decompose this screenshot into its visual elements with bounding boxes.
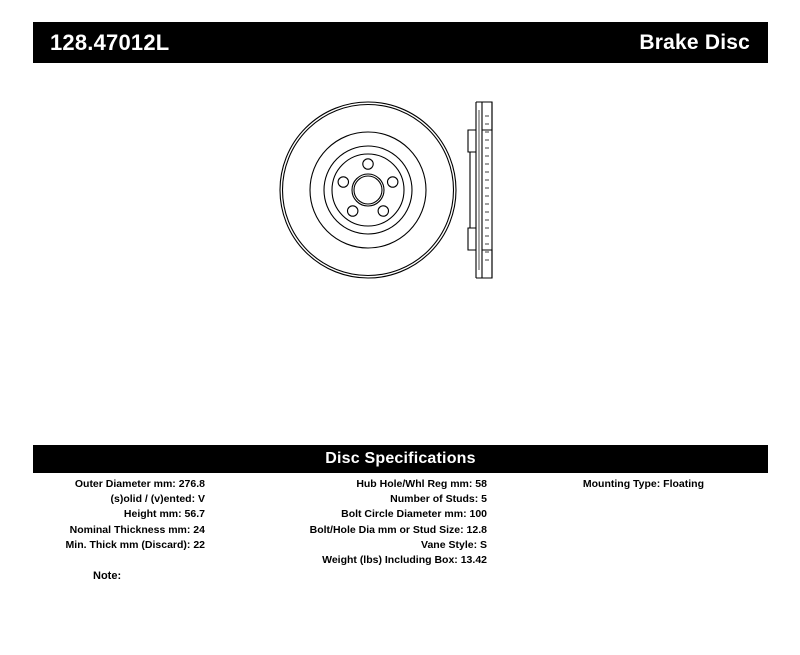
spec-item: Number of Studs: 5 xyxy=(390,493,487,506)
spec-item: Mounting Type: Floating xyxy=(582,478,704,490)
rotor-face-view xyxy=(280,102,456,278)
spec-item: Hub Hole/Whl Reg mm: 58 xyxy=(356,478,487,490)
spec-item: (s)olid / (v)ented: V xyxy=(110,493,205,506)
spec-item: Bolt/Hole Dia mm or Stud Size: 12.8 xyxy=(309,523,487,536)
spec-item: Weight (lbs) Including Box: 13.42 xyxy=(322,554,487,567)
spec-item: Height mm: 56.7 xyxy=(123,508,205,521)
part-number: 128.47012L xyxy=(50,29,170,55)
header-bar xyxy=(33,22,768,63)
specs-column-left xyxy=(33,477,205,553)
spec-item: Outer Diameter mm: 276.8 xyxy=(74,478,205,490)
spec-item: Vane Style: S xyxy=(421,538,487,551)
product-drawing xyxy=(270,80,550,300)
specs-column-middle xyxy=(205,477,487,568)
specs-column-right xyxy=(487,477,768,492)
spec-item: Bolt Circle Diameter mm: 100 xyxy=(341,508,487,521)
rotor-edge-view xyxy=(468,102,492,278)
page-title: Brake Disc xyxy=(639,31,750,54)
specs-table xyxy=(33,477,768,568)
specs-title-bar xyxy=(33,445,768,473)
note-label: Note: xyxy=(93,570,122,582)
spec-item: Min. Thick mm (Discard): 22 xyxy=(65,538,205,551)
spec-item: Nominal Thickness mm: 24 xyxy=(69,523,205,536)
specs-title: Disc Specifications xyxy=(325,450,476,467)
